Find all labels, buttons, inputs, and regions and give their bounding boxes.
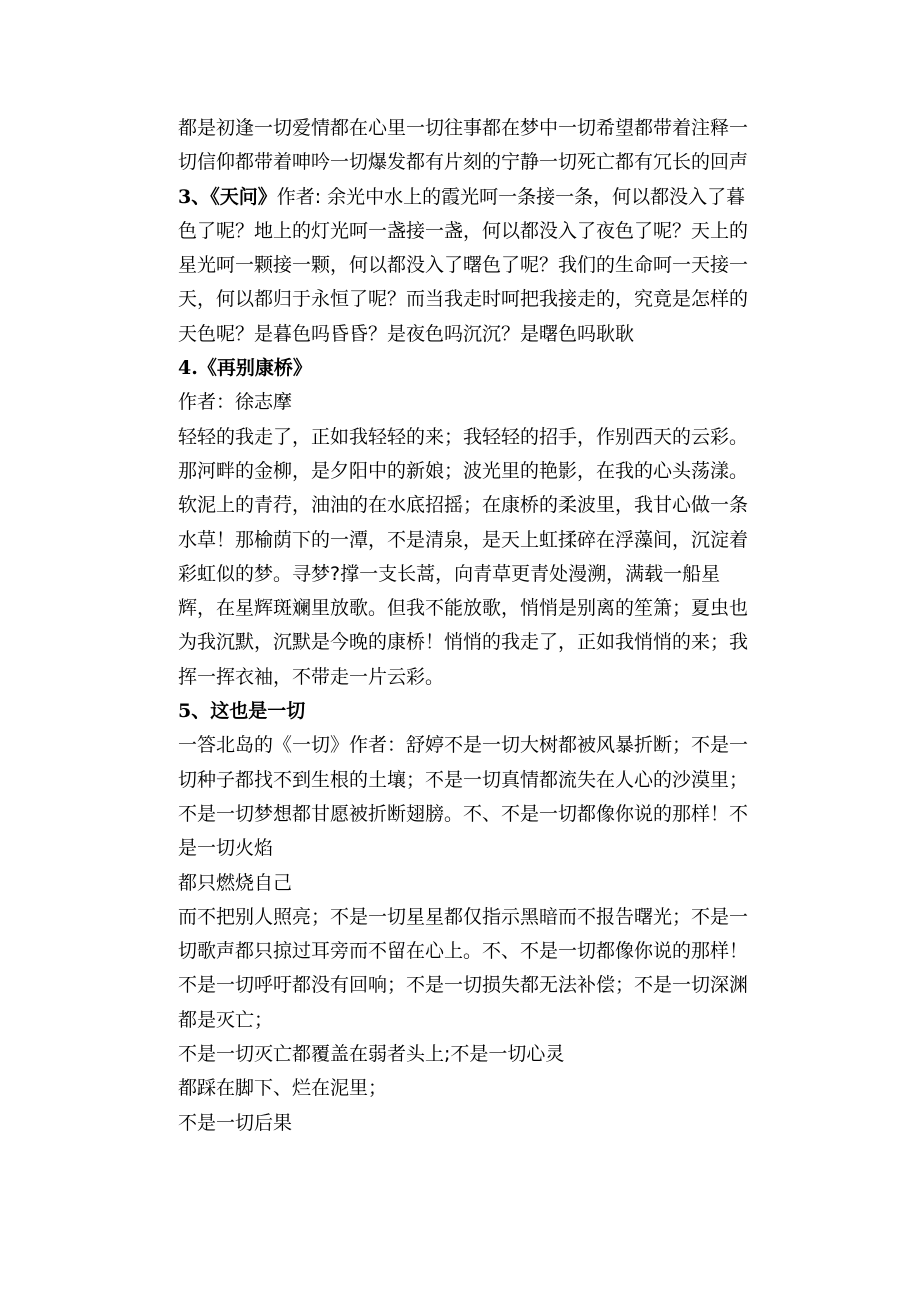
text-line: 为我沉默，沉默是今晚的康桥！悄悄的我走了，正如我悄悄的来；我: [178, 631, 749, 654]
author-line: 作者：徐志摩: [178, 391, 293, 414]
text-line: 而不把别人照亮；不是一切星星都仅指示黑暗而不报告曙光；不是一: [178, 905, 749, 928]
poem-heading-tianwen: 3、《天问》: [178, 185, 277, 208]
text-line: 不是一切灭亡都覆盖在弱者头上;不是一切心灵: [178, 1043, 565, 1066]
text-line: 都是灭亡；: [178, 1008, 274, 1031]
poem-heading-zaibiekangqiao: 4.《再别康桥》: [178, 357, 312, 380]
text-line: 切信仰都带着呻吟一切爆发都有片刻的宁静一切死亡都有冗长的回声: [178, 151, 749, 174]
text-line: 切种子都找不到生根的土壤；不是一切真情都流失在人心的沙漠里；: [178, 768, 749, 791]
text-line: 不是一切梦想都甘愿被折断翅膀。不、不是一切都像你说的那样！不: [178, 802, 749, 825]
text-line: 一答北岛的《一切》作者：舒婷不是一切大树都被风暴折断；不是一: [178, 734, 749, 757]
text-line: 都只燃烧自己: [178, 871, 293, 894]
text-line: 色了呢？地上的灯光呵一盏接一盏，何以都没入了夜色了呢？天上的: [178, 219, 749, 242]
text-line: 那河畔的金柳，是夕阳中的新娘；波光里的艳影，在我的心头荡漾。: [178, 459, 749, 482]
text-line: 天，何以都归于永恒了呢？而当我走时呵把我接走的，究竟是怎样的: [178, 288, 749, 311]
text-line: 切歌声都只掠过耳旁而不留在心上。不、不是一切都像你说的那样！: [178, 940, 749, 963]
text-line: 是一切火焰: [178, 837, 274, 860]
poem-author-and-body: 作者: 余光中水上的霞光呵一条接一条，何以都没入了暮: [276, 185, 746, 208]
text-line: 挥一挥衣袖，不带走一片云彩。: [178, 665, 445, 688]
text-line: 轻轻的我走了，正如我轻轻的来；我轻轻的招手，作别西天的云彩。: [178, 425, 749, 448]
text-line: 都是初逢一切爱情都在心里一切往事都在梦中一切希望都带着注释一: [178, 117, 749, 139]
poem-heading-zheyeshiyiqie: 5、这也是一切: [178, 700, 306, 723]
text-line: 不是一切呼吁都没有回响；不是一切损失都无法补偿；不是一切深渊: [178, 974, 749, 997]
text-line: 星光呵一颗接一颗，何以都没入了曙色了呢？我们的生命呵一天接一: [178, 254, 749, 277]
text-line: 不是一切后果: [178, 1111, 293, 1134]
text-line: 水草！那榆荫下的一潭，不是清泉，是天上虹揉碎在浮藻间，沉淀着: [178, 528, 749, 551]
text-line: [178, 180, 790, 214]
text-line: 都踩在脚下、烂在泥里；: [178, 1077, 388, 1100]
text-line: 天色呢？是暮色吗昏昏？是夜色吗沉沉？是曙色吗耿耿: [178, 322, 635, 345]
text-line: 辉，在星辉斑斓里放歌。但我不能放歌，悄悄是别离的笙箫；夏虫也: [178, 597, 749, 620]
text-line: 彩虹似的梦。寻梦?撑一支长蒿，向青草更青处漫溯，满载一船星: [178, 562, 721, 585]
text-line: 软泥上的青荇，油油的在水底招摇；在康桥的柔波里，我甘心做一条: [178, 494, 749, 517]
document-page: [178, 111, 790, 1140]
